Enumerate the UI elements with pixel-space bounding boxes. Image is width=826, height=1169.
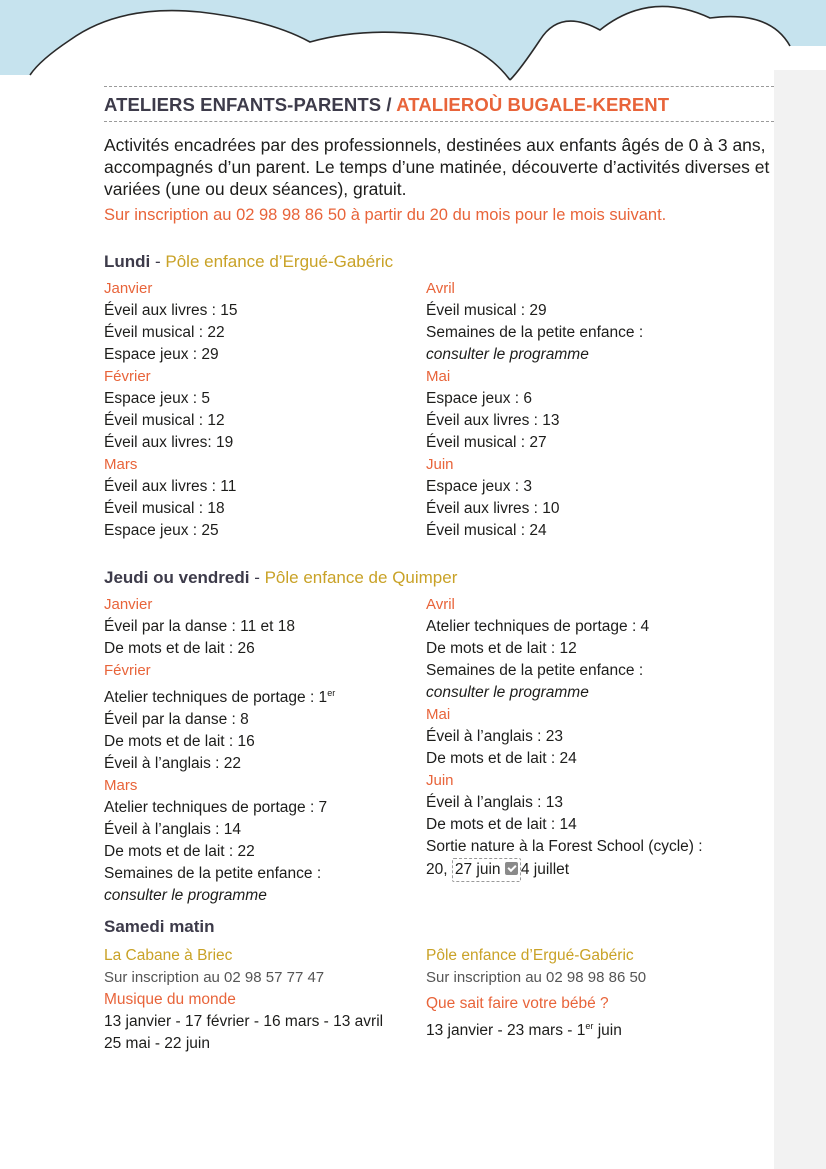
jeudi-right-column [426,594,748,907]
list-item: Éveil aux livres : 10 [426,500,560,517]
ordinal-sup: er [327,688,336,698]
day-label: Jeudi ou vendredi [104,568,250,587]
list-item: Espace jeux : 5 [104,390,210,407]
item-text: 27 juin [454,861,505,878]
list-item: Éveil musical : 18 [104,500,225,517]
month-label: Janvier [104,596,153,613]
lundi-schedule [104,278,774,542]
day-label: Lundi [104,252,151,271]
place-label: Pôle enfance d’Ergué-Gabéric [165,252,394,271]
samedi-right-column [426,945,748,1055]
list-item: Éveil à l’anglais : 22 [104,755,241,773]
month-label: Février [104,368,151,385]
page-edge-strip [774,70,826,1169]
list-item: Sortie nature à la Forest School (cycle) : [426,838,703,855]
section-title [104,87,774,121]
list-item: Éveil à l’anglais : 23 [426,728,563,745]
jeudi-schedule [104,594,774,907]
list-item: Éveil musical : 29 [426,302,547,319]
list-item: Éveil aux livres : 15 [104,302,238,319]
month-label: Janvier [104,280,153,297]
document-page [104,86,774,1055]
workshop-label: Musique du monde [104,991,236,1009]
list-item: Semaines de la petite enfance : [426,324,644,341]
item-text: 4 juillet [520,861,570,878]
workshop-label: Que sait faire votre bébé ? [426,995,609,1013]
list-item: Éveil par la danse : 11 et 18 [104,618,296,635]
month-label: Février [104,662,151,679]
month-label: Juin [426,456,454,473]
samedi-schedule [104,945,774,1055]
dates-text: 13 janvier - 17 février - 16 mars - 13 avril [104,1013,384,1031]
samedi-heading: Samedi matin [104,917,215,937]
list-item: Éveil musical : 24 [426,522,547,539]
venue-label: La Cabane à Briec [104,947,233,965]
list-item: Éveil musical : 22 [104,324,225,341]
title-breton: ATALIEROÙ BUGALE-KERENT [396,94,670,115]
list-item: Éveil aux livres : 13 [426,412,560,429]
item-text: 13 janvier - 23 mars - 1 [426,1022,586,1040]
jeudi-heading [104,568,774,588]
registration-text: Sur inscription au 02 98 57 77 47 [104,969,325,987]
intro-text: Activités encadrées par des professionnels, destinées aux enfants âgés de 0 à 3 ans, accompagnés d’un parent. Le temps d’une matinée, découverte d’activités diverses et variées (une ou deux séances), gratuit. [104,135,770,199]
jeudi-left-column [104,594,426,907]
title-main: ATELIERS ENFANTS-PARENTS / [104,94,397,115]
list-item: Semaines de la petite enfance : [104,865,322,883]
place-label: Pôle enfance de Quimper [264,568,458,587]
list-item: Atelier techniques de portage : 4 [426,618,650,635]
list-item: Espace jeux : 3 [426,478,532,495]
lundi-right-column [426,278,748,542]
list-item: Éveil aux livres : 11 [104,478,237,495]
list-item: De mots et de lait : 24 [426,750,577,767]
list-item: Semaines de la petite enfance : [426,662,644,679]
month-label: Mai [426,368,451,385]
month-label: Juin [426,772,454,789]
month-label: Mai [426,706,451,723]
separator: - [249,568,265,587]
list-item: Éveil par la danse : 8 [104,711,249,729]
venue-label: Pôle enfance d’Ergué-Gabéric [426,947,634,965]
list-item [104,682,426,709]
item-text: 20, [426,861,452,878]
registration-text: Sur inscription au 02 98 98 86 50 [426,969,647,987]
list-item: Espace jeux : 29 [104,346,219,363]
dates-text: 25 mai - 22 juin [104,1035,210,1053]
month-label: Avril [426,596,455,613]
program-note: consulter le programme [104,887,267,905]
ordinal-sup: er [585,1021,594,1032]
selected-date-box[interactable] [452,858,521,882]
lundi-heading [104,252,774,272]
month-label: Avril [426,280,455,297]
list-item: Éveil aux livres: 19 [104,434,234,451]
separator: - [150,252,166,271]
item-text: Atelier techniques de portage : 1 [104,689,328,707]
list-item: De mots et de lait : 22 [104,843,255,861]
list-item: Éveil à l’anglais : 13 [426,794,563,811]
program-note: consulter le programme [426,346,589,363]
dates-text [426,1015,748,1042]
list-item: De mots et de lait : 26 [104,640,255,657]
list-item: De mots et de lait : 16 [104,733,255,751]
list-item: Espace jeux : 6 [426,390,532,407]
bottom-divider [104,121,774,122]
list-item: Éveil musical : 12 [104,412,225,429]
list-item [426,858,748,882]
program-note: consulter le programme [426,684,589,701]
item-text: juin [593,1022,622,1040]
month-label: Mars [104,456,138,473]
lundi-left-column [104,278,426,542]
list-item: De mots et de lait : 12 [426,640,577,657]
list-item: De mots et de lait : 14 [426,816,577,833]
list-item: Éveil à l’anglais : 14 [104,821,241,839]
list-item: Espace jeux : 25 [104,522,219,539]
samedi-left-column [104,945,426,1055]
list-item: Atelier techniques de portage : 7 [104,799,328,817]
month-label: Mars [104,777,138,795]
list-item: Éveil musical : 27 [426,434,547,451]
intro-registration: Sur inscription au 02 98 98 86 50 à partir du 20 du mois pour le mois suivant. [104,206,667,224]
checkbox-icon[interactable] [505,862,518,875]
